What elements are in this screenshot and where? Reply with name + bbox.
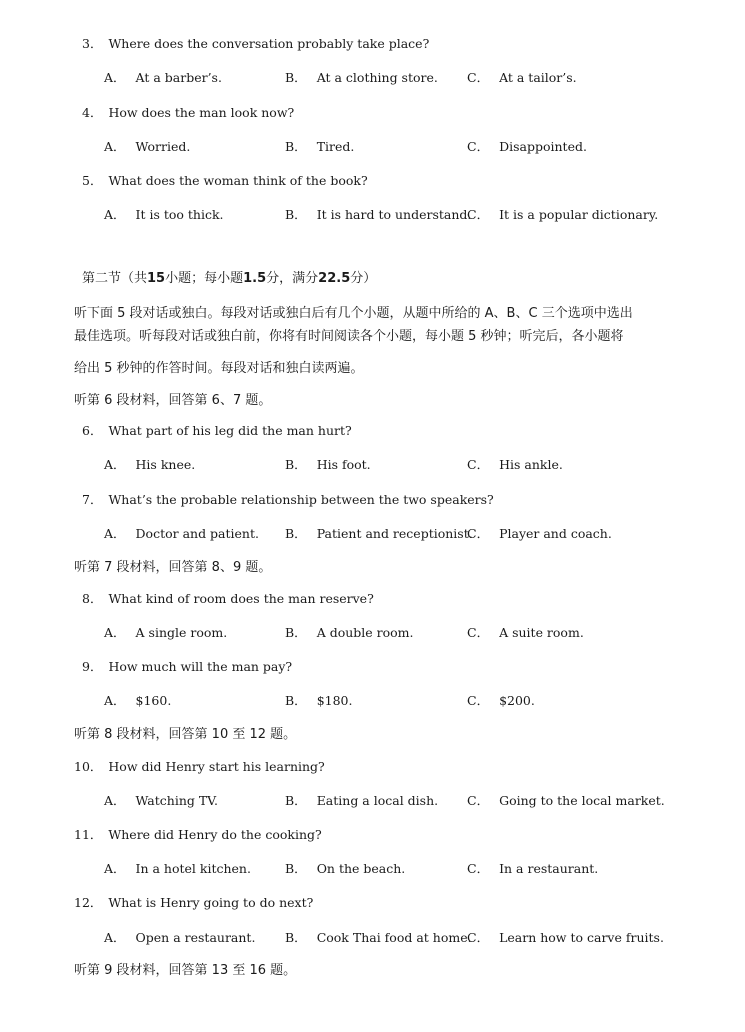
question-text: Where did Henry do the cooking? bbox=[108, 827, 322, 842]
option-letter: B． bbox=[285, 70, 307, 85]
option-letter: A． bbox=[104, 693, 126, 708]
option-text: $200. bbox=[499, 693, 535, 708]
option-b bbox=[285, 793, 438, 809]
question-11 bbox=[74, 827, 322, 843]
option-c bbox=[467, 457, 563, 473]
option-text: It is hard to understand. bbox=[316, 207, 472, 222]
group-label: 听第 9 段材料，回答第 13 至 16 题。 bbox=[74, 963, 297, 978]
question-9 bbox=[82, 659, 292, 675]
option-letter: A． bbox=[104, 139, 126, 154]
option-b bbox=[285, 207, 471, 223]
option-text: His foot. bbox=[316, 457, 371, 472]
option-text: Watching TV. bbox=[135, 793, 218, 808]
question-6 bbox=[82, 423, 352, 439]
instructions-line-2: 最佳选项。听每段对话或独白前，你将有时间阅读各个小题，每小题 5 秒钟；听完后，各小题将 bbox=[74, 329, 624, 344]
option-a bbox=[104, 457, 195, 473]
option-text: In a restaurant. bbox=[499, 861, 599, 876]
question-7 bbox=[82, 492, 494, 508]
question-text: How much will the man pay? bbox=[108, 659, 293, 674]
option-c bbox=[467, 139, 587, 155]
option-letter: B． bbox=[285, 625, 307, 640]
option-text: A double room. bbox=[316, 625, 414, 640]
option-text: In a hotel kitchen. bbox=[135, 861, 251, 876]
option-text: It is a popular dictionary. bbox=[499, 207, 659, 222]
question-text: What’s the probable relationship between the two speakers? bbox=[108, 492, 494, 507]
section-heading bbox=[82, 270, 376, 288]
option-text: Open a restaurant. bbox=[135, 930, 256, 945]
option-b bbox=[285, 139, 354, 155]
group-label: 听第 6 段材料，回答第 6、7 题。 bbox=[74, 393, 272, 408]
option-letter: A． bbox=[104, 861, 126, 876]
option-letter: C． bbox=[467, 207, 490, 222]
option-c bbox=[467, 861, 598, 877]
option-text: A single room. bbox=[135, 625, 228, 640]
option-b bbox=[285, 70, 438, 86]
question-number: 8． bbox=[82, 591, 103, 606]
option-letter: C． bbox=[467, 930, 490, 945]
option-c bbox=[467, 793, 665, 809]
heading-count: 15 bbox=[147, 271, 166, 286]
option-b bbox=[285, 693, 352, 709]
question-number: 10． bbox=[74, 759, 103, 774]
option-letter: C． bbox=[467, 625, 490, 640]
question-text: What does the woman think of the book? bbox=[108, 173, 368, 188]
option-letter: A． bbox=[104, 526, 126, 541]
group-label: 听第 7 段材料，回答第 8、9 题。 bbox=[74, 560, 272, 575]
option-text: His ankle. bbox=[499, 457, 563, 472]
option-letter: C． bbox=[467, 861, 490, 876]
option-text: Disappointed. bbox=[499, 139, 587, 154]
question-number: 7． bbox=[82, 492, 103, 507]
option-a bbox=[104, 861, 251, 877]
question-8 bbox=[82, 591, 374, 607]
option-text: A suite room. bbox=[499, 625, 584, 640]
option-a bbox=[104, 207, 224, 223]
option-a bbox=[104, 793, 218, 809]
option-text: It is too thick. bbox=[135, 207, 224, 222]
option-a bbox=[104, 930, 255, 946]
option-text: At a barber’s. bbox=[135, 70, 222, 85]
option-letter: B． bbox=[285, 139, 307, 154]
question-number: 12． bbox=[74, 895, 103, 910]
option-text: Cook Thai food at home. bbox=[316, 930, 472, 945]
option-c bbox=[467, 693, 535, 709]
question-number: 4． bbox=[82, 105, 103, 120]
option-letter: A． bbox=[104, 457, 126, 472]
option-a bbox=[104, 625, 227, 641]
option-text: $180. bbox=[316, 693, 353, 708]
heading-text: 分，满分 bbox=[266, 271, 319, 286]
question-number: 3． bbox=[82, 36, 103, 51]
instructions-line-3: 给出 5 秒钟的作答时间。每段对话和独白读两遍。 bbox=[74, 361, 364, 376]
group-label: 听第 8 段材料，回答第 10 至 12 题。 bbox=[74, 727, 297, 742]
heading-score: 1.5 bbox=[243, 271, 267, 286]
option-b bbox=[285, 457, 371, 473]
option-letter: C． bbox=[467, 70, 490, 85]
question-5 bbox=[82, 173, 368, 189]
option-text: On the beach. bbox=[316, 861, 406, 876]
option-letter: C． bbox=[467, 457, 490, 472]
question-number: 5． bbox=[82, 173, 103, 188]
question-number: 9． bbox=[82, 659, 103, 674]
question-10 bbox=[74, 759, 325, 775]
option-letter: B． bbox=[285, 207, 307, 222]
question-text: What kind of room does the man reserve? bbox=[108, 591, 374, 606]
option-letter: B． bbox=[285, 861, 307, 876]
option-b bbox=[285, 930, 472, 946]
option-letter: A． bbox=[104, 70, 126, 85]
question-text: How did Henry start his learning? bbox=[108, 759, 325, 774]
option-text: Learn how to carve fruits. bbox=[499, 930, 664, 945]
option-c bbox=[467, 526, 612, 542]
question-number: 6． bbox=[82, 423, 103, 438]
option-text: At a tailor’s. bbox=[499, 70, 577, 85]
option-c bbox=[467, 930, 664, 946]
option-text: Doctor and patient. bbox=[135, 526, 259, 541]
option-letter: B． bbox=[285, 930, 307, 945]
heading-total: 22.5 bbox=[318, 271, 351, 286]
option-text: Tired. bbox=[316, 139, 355, 154]
option-c bbox=[467, 625, 584, 641]
option-letter: C． bbox=[467, 526, 490, 541]
question-number: 11． bbox=[74, 827, 103, 842]
option-text: His knee. bbox=[135, 457, 196, 472]
instructions-line-1: 听下面 5 段对话或独白。每段对话或独白后有几个小题，从题中所给的 A、B、C 三个选项中选出 bbox=[74, 306, 633, 321]
option-text: Worried. bbox=[135, 139, 191, 154]
question-text: What part of his leg did the man hurt? bbox=[108, 423, 352, 438]
option-letter: C． bbox=[467, 693, 490, 708]
heading-text: 小题；每小题 bbox=[165, 271, 244, 286]
heading-text: 第二节（共 bbox=[82, 271, 148, 286]
question-3 bbox=[82, 36, 429, 52]
option-b bbox=[285, 625, 414, 641]
option-text: Going to the local market. bbox=[499, 793, 665, 808]
option-letter: C． bbox=[467, 793, 490, 808]
heading-text: 分） bbox=[350, 271, 377, 286]
option-text: At a clothing store. bbox=[316, 70, 438, 85]
option-b bbox=[285, 861, 405, 877]
option-letter: A． bbox=[104, 207, 126, 222]
option-a bbox=[104, 139, 190, 155]
question-4 bbox=[82, 105, 294, 121]
question-text: What is Henry going to do next? bbox=[108, 895, 314, 910]
option-a bbox=[104, 693, 171, 709]
option-letter: B． bbox=[285, 457, 307, 472]
option-letter: B． bbox=[285, 526, 307, 541]
option-b bbox=[285, 526, 473, 542]
option-letter: A． bbox=[104, 625, 126, 640]
option-letter: A． bbox=[104, 930, 126, 945]
question-text: How does the man look now? bbox=[108, 105, 295, 120]
option-letter: C． bbox=[467, 139, 490, 154]
option-text: Player and coach. bbox=[499, 526, 612, 541]
option-c bbox=[467, 207, 658, 223]
option-letter: B． bbox=[285, 793, 307, 808]
option-letter: B． bbox=[285, 693, 307, 708]
question-12 bbox=[74, 895, 313, 911]
question-text: Where does the conversation probably take place? bbox=[108, 36, 430, 51]
option-a bbox=[104, 70, 222, 86]
option-text: Patient and receptionist. bbox=[316, 526, 473, 541]
option-text: $160. bbox=[135, 693, 172, 708]
option-a bbox=[104, 526, 259, 542]
option-c bbox=[467, 70, 577, 86]
option-letter: A． bbox=[104, 793, 126, 808]
option-text: Eating a local dish. bbox=[316, 793, 439, 808]
